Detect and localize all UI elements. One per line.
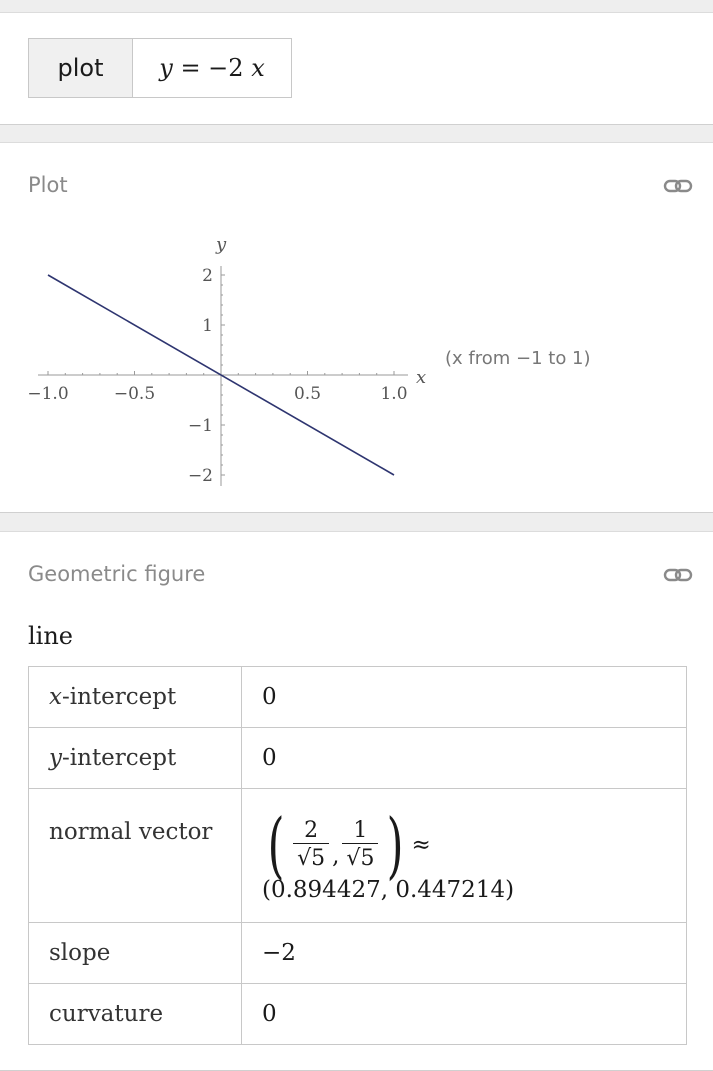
expr-y: y — [159, 54, 173, 82]
input-interpretation — [28, 38, 292, 98]
x-axis-label: x — [416, 367, 427, 388]
label-rest: -intercept — [62, 745, 177, 771]
properties-table — [28, 666, 687, 1045]
input-command: plot — [29, 39, 133, 97]
expr-mid: = −2 — [172, 54, 252, 82]
x-tick-label: −0.5 — [113, 384, 156, 404]
numerator: 1 — [353, 818, 368, 843]
comma: , — [332, 842, 340, 869]
numerator: 2 — [304, 818, 319, 843]
geometric-figure-pod — [0, 531, 713, 1071]
expr-x: x — [251, 54, 265, 82]
link-icon[interactable] — [663, 564, 693, 586]
table-row — [29, 667, 687, 728]
curvature-label: curvature — [29, 984, 242, 1045]
plot-pod — [0, 142, 713, 513]
approx-sign: ≈ — [411, 831, 431, 858]
normal-vector-approx: (0.894427, 0.447214) — [262, 876, 515, 903]
y-tick-label: −2 — [187, 466, 213, 486]
y-intercept-value: 0 — [242, 728, 687, 789]
plot-pod-title: Plot — [28, 173, 68, 197]
x-tick-label: 1.0 — [380, 384, 408, 404]
plot-chart — [0, 143, 713, 514]
label-rest: -intercept — [61, 684, 177, 710]
x-tick-label: −1.0 — [27, 384, 69, 404]
slope-label: slope — [29, 923, 242, 984]
table-row — [29, 789, 687, 923]
input-expression — [133, 39, 291, 97]
y-axis-label: y — [216, 234, 227, 255]
input-pod — [0, 12, 713, 125]
plot-range-note: (x from −1 to 1) — [445, 348, 591, 369]
table-row — [29, 728, 687, 789]
label-var: y — [49, 745, 62, 771]
geo-pod-title: Geometric figure — [28, 562, 206, 586]
denominator: √5 — [342, 843, 378, 871]
y-intercept-label — [29, 728, 242, 789]
y-tick-label: 1 — [202, 316, 213, 336]
y-tick-label: −1 — [187, 416, 213, 436]
label-var: x — [49, 684, 62, 710]
left-paren: ( — [267, 802, 285, 887]
right-paren: ) — [387, 802, 404, 887]
slope-value: −2 — [242, 923, 687, 984]
x-tick-label: 0.5 — [293, 384, 322, 404]
fraction — [293, 818, 329, 871]
table-row — [29, 984, 687, 1045]
figure-kind: line — [28, 622, 74, 650]
table-row — [29, 923, 687, 984]
x-intercept-value: 0 — [242, 667, 687, 728]
curvature-value: 0 — [242, 984, 687, 1045]
denominator: √5 — [293, 843, 329, 871]
normal-vector-value — [242, 789, 687, 923]
normal-vector-label: normal vector — [29, 789, 242, 923]
fraction — [342, 818, 378, 871]
y-tick-label: 2 — [202, 266, 213, 286]
x-intercept-label — [29, 667, 242, 728]
